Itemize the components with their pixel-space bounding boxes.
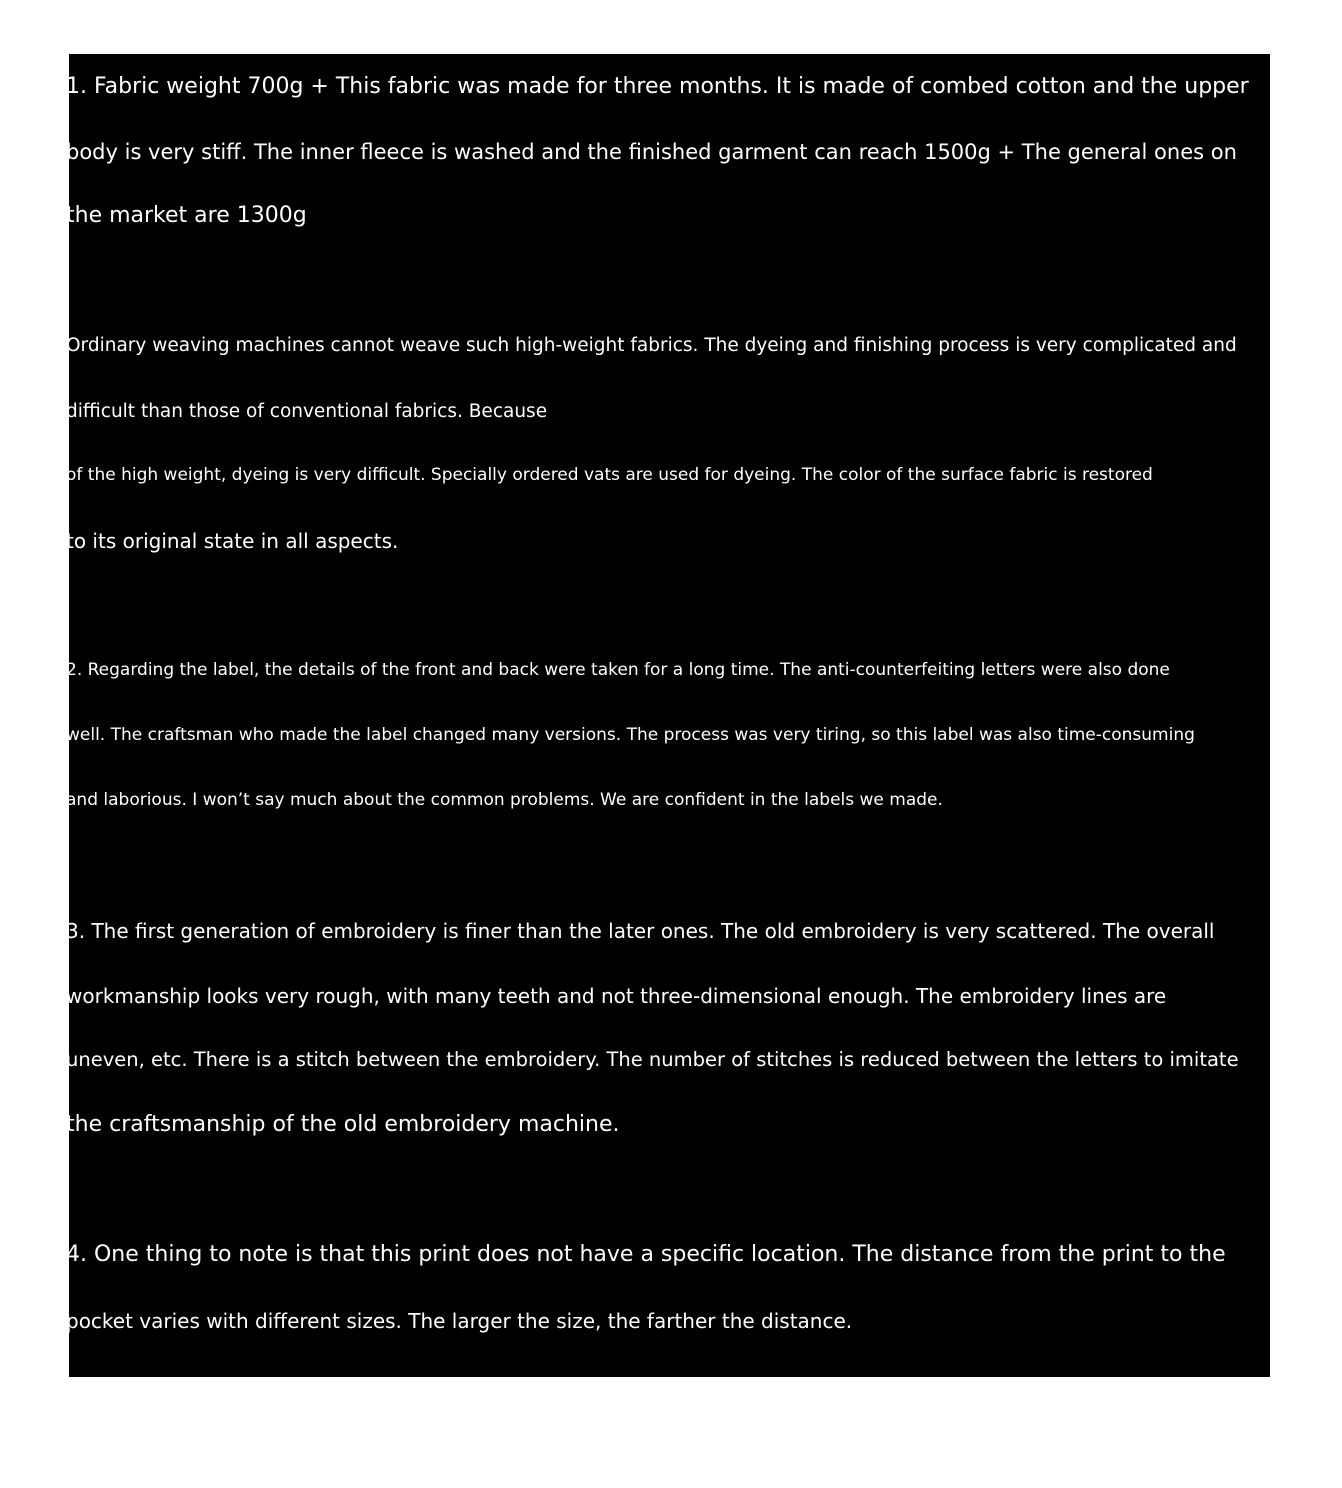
- section-1b-line-3: of the high weight, dyeing is very difficult. Specially ordered vats are used for dyeing. The color of the surface fabric is restored: [66, 465, 1153, 485]
- section-3-line-1: 3. The first generation of embroidery is finer than the later ones. The old embroidery is very scattered. The overall: [66, 919, 1215, 943]
- section-3-line-3: uneven, etc. There is a stitch between the embroidery. The number of stitches is reduced between the letters to imitate: [66, 1048, 1239, 1071]
- section-3-line-4: the craftsmanship of the old embroidery machine.: [66, 1112, 620, 1137]
- section-4-line-2: pocket varies with different sizes. The larger the size, the farther the distance.: [66, 1309, 853, 1333]
- section-2-line-1: 2. Regarding the label, the details of the front and back were taken for a long time. The anti-counterfeiting letters were also done: [66, 660, 1170, 680]
- section-1-line-3: the market are 1300g: [66, 203, 307, 228]
- section-1-line-2: body is very stiff. The inner fleece is washed and the finished garment can reach 1500g + The general ones on: [66, 140, 1237, 164]
- section-2-line-2: well. The craftsman who made the label changed many versions. The process was very tiring, so this label was also time-consuming: [66, 725, 1195, 745]
- section-2-line-3: and laborious. I won’t say much about the common problems. We are confident in the labels we made.: [66, 790, 943, 810]
- section-1-line-1: 1. Fabric weight 700g + This fabric was made for three months. It is made of combed cotton and the upper: [66, 74, 1249, 99]
- section-1b-line-1: Ordinary weaving machines cannot weave such high-weight fabrics. The dyeing and finishing process is very complicated and: [66, 335, 1237, 356]
- section-1b-line-4: to its original state in all aspects.: [66, 529, 399, 553]
- section-1b-line-2: difficult than those of conventional fabrics. Because: [66, 401, 548, 422]
- text-panel: [69, 54, 1270, 1377]
- section-3-line-2: workmanship looks very rough, with many teeth and not three-dimensional enough. The embroidery lines are: [66, 984, 1167, 1008]
- section-4-line-1: 4. One thing to note is that this print does not have a specific location. The distance from the print to the: [66, 1242, 1226, 1267]
